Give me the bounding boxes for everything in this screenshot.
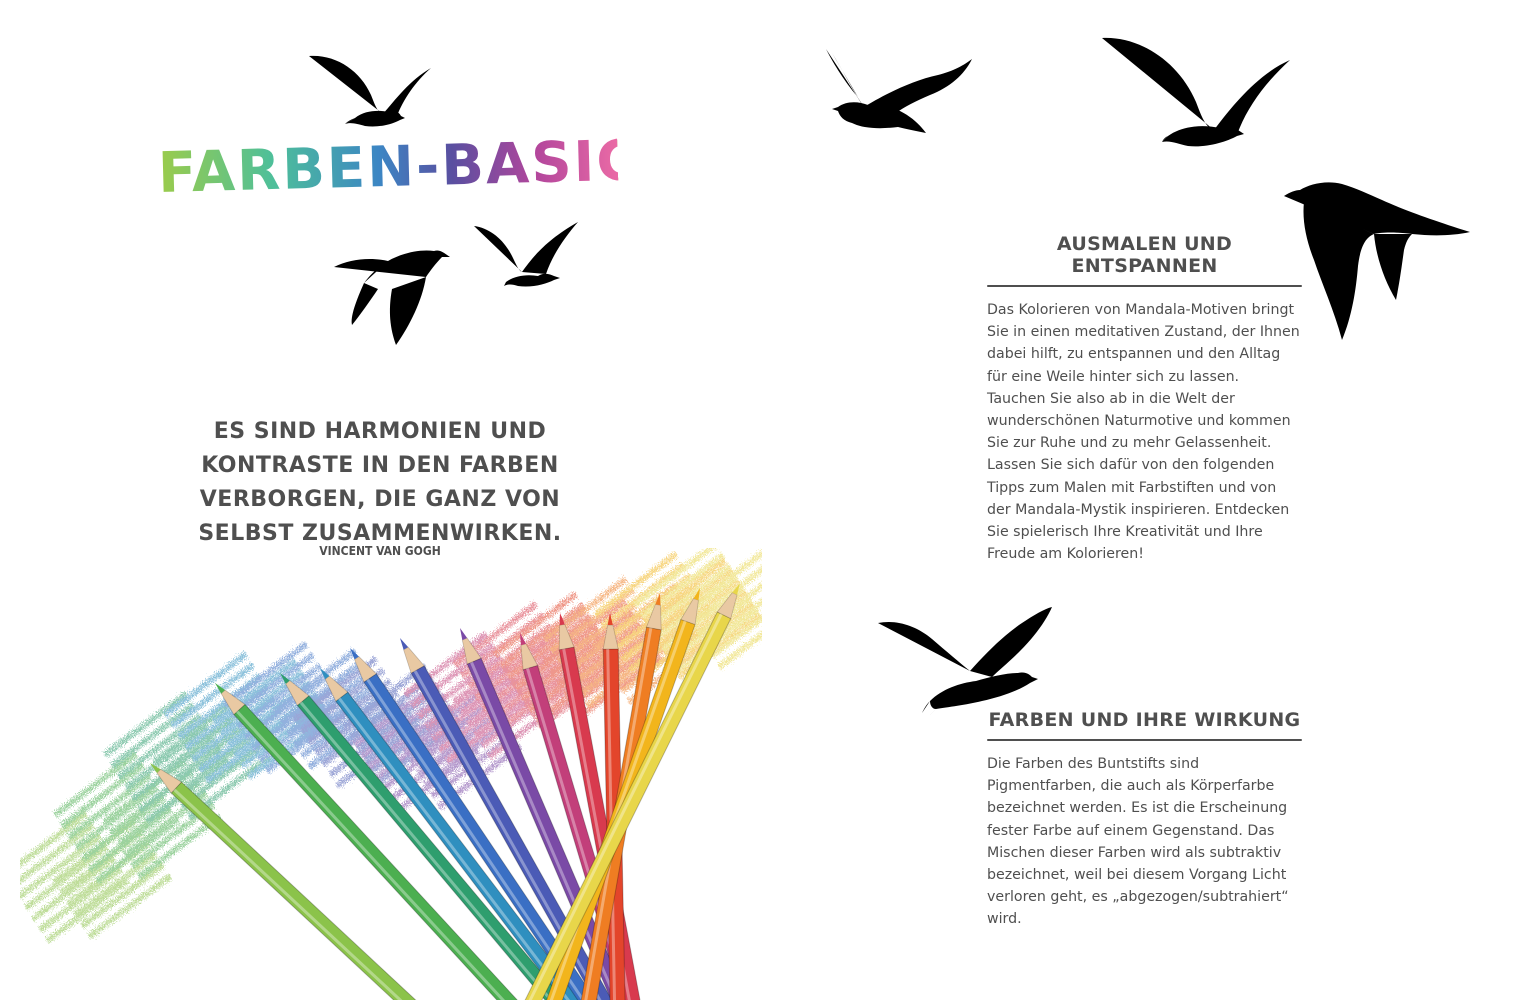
page-title: FARBEN-BASICS — [157, 127, 684, 206]
seagull-icon — [1098, 32, 1296, 164]
heading-underline — [987, 285, 1302, 287]
seagull-icon — [1282, 180, 1477, 345]
colored-pencils-illustration — [20, 548, 762, 1000]
section-heading: AUSMALEN UND ENTSPANNEN — [1056, 233, 1233, 277]
color-scribble-stroke — [56, 756, 136, 816]
section-heading: FARBEN UND IHRE WIRKUNG — [988, 709, 1301, 731]
seagull-icon — [820, 45, 978, 140]
left-page — [0, 0, 762, 1000]
seagull-icon — [330, 245, 455, 350]
seagull-icon — [470, 218, 585, 290]
right-page — [762, 0, 1525, 1000]
color-scribble-stroke — [89, 875, 169, 935]
section-body: Das Kolorieren von Mandala-Motiven bringt Sie in einen meditativen Zustand, der Ihnen dabei hilft, zu entspannen und den Alltag für eine Weile hinter sich zu lassen. Tauchen Sie also ab in die Welt der wunderschönen Naturmotive und kommen Sie zur Ruhe und zu mehr Gelassenheit. Lassen Sie sich dafür von den folgenden Tipps zum Malen mit Farbstiften und von der Mandala-Mystik inspirieren. Entdecken Sie spielerisch Ihre Kreativität und Ihre Freude am Kolorieren! — [987, 302, 1300, 563]
section-relax — [987, 233, 1302, 565]
quote-author: VINCENT VAN GOGH — [319, 544, 441, 558]
heading-underline — [987, 739, 1302, 741]
seagull-icon — [874, 605, 1059, 715]
quote-text: ES SIND HARMONIEN UND KONTRASTE IN DEN FARBEN VERBORGEN, DIE GANZ VON SELBST ZUSAMMENWIRKEN. — [198, 419, 562, 546]
section-color-effect — [987, 709, 1302, 931]
seagull-icon — [305, 50, 435, 140]
section-body: Die Farben des Buntstifts sind Pigmentfarben, die auch als Körperfarbe bezeichnet werden. Es ist die Erscheinung fester Farbe auf einem Gegenstand. Das Mischen dieser Farben wird als subtraktiv bezeichnet, weil bei diesem Vorgang Licht verloren geht, es „abgezogen/subtrahiert“ wird. — [987, 756, 1289, 928]
